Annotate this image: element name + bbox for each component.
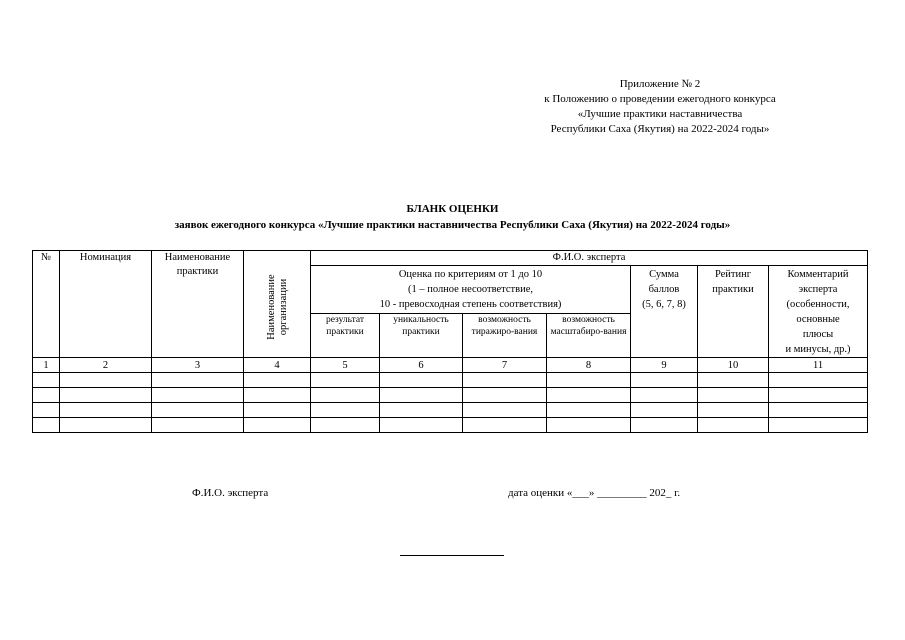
table-cell[interactable] bbox=[152, 388, 244, 403]
column-numbers-row bbox=[33, 358, 868, 373]
table-cell[interactable] bbox=[547, 403, 631, 418]
table-cell[interactable] bbox=[33, 403, 60, 418]
form-title-subtitle: заявок ежегодного конкурса «Лучшие практики наставничества Республики Саха (Якутия) на 2022-2024 годы» bbox=[174, 219, 731, 231]
header-practice-name: Наименование практики bbox=[152, 251, 244, 358]
column-number: 3 bbox=[152, 358, 244, 373]
table-cell[interactable] bbox=[152, 418, 244, 433]
header-number: № bbox=[33, 251, 60, 358]
table-cell[interactable] bbox=[152, 373, 244, 388]
table-cell[interactable] bbox=[33, 418, 60, 433]
criterion-result: результат практики bbox=[311, 313, 380, 357]
table-row bbox=[33, 403, 868, 418]
column-number: 5 bbox=[311, 358, 380, 373]
table-cell[interactable] bbox=[311, 418, 380, 433]
header-comment: Комментарий эксперта (особенности, основные плюсы и минусы, др.) bbox=[769, 266, 868, 358]
table-cell[interactable] bbox=[380, 403, 463, 418]
column-number: 11 bbox=[769, 358, 868, 373]
table-row bbox=[33, 418, 868, 433]
appendix-contest-period: Республики Саха (Якутия) на 2022-2024 годы» bbox=[550, 123, 770, 135]
table-cell[interactable] bbox=[152, 403, 244, 418]
table-cell[interactable] bbox=[547, 418, 631, 433]
evaluation-date-label: дата оценки «___» _________ 202_ г. bbox=[508, 487, 681, 499]
table-cell[interactable] bbox=[380, 373, 463, 388]
column-number: 1 bbox=[33, 358, 60, 373]
table-cell[interactable] bbox=[244, 388, 311, 403]
header-expert-name: Ф.И.О. эксперта bbox=[311, 251, 868, 266]
table-cell[interactable] bbox=[60, 388, 152, 403]
form-title-main: БЛАНК ОЦЕНКИ bbox=[406, 203, 499, 215]
table-cell[interactable] bbox=[60, 403, 152, 418]
appendix-number: Приложение № 2 bbox=[619, 78, 701, 90]
table-cell[interactable] bbox=[631, 403, 698, 418]
table-cell[interactable] bbox=[244, 418, 311, 433]
signature-line bbox=[400, 555, 504, 556]
table-cell[interactable] bbox=[769, 403, 868, 418]
table-cell[interactable] bbox=[631, 388, 698, 403]
column-number: 9 bbox=[631, 358, 698, 373]
table-cell[interactable] bbox=[769, 388, 868, 403]
header-rating: Рейтинг практики bbox=[698, 266, 769, 358]
table-cell[interactable] bbox=[33, 373, 60, 388]
table-cell[interactable] bbox=[311, 373, 380, 388]
table-cell[interactable] bbox=[311, 388, 380, 403]
table-cell[interactable] bbox=[463, 418, 547, 433]
column-number: 7 bbox=[463, 358, 547, 373]
table-cell[interactable] bbox=[60, 373, 152, 388]
criterion-replicability: возможность тиражиро-вания bbox=[463, 313, 547, 357]
table-row bbox=[33, 373, 868, 388]
appendix-block bbox=[490, 77, 830, 137]
table-cell[interactable] bbox=[547, 373, 631, 388]
header-nomination: Номинация bbox=[60, 251, 152, 358]
table-cell[interactable] bbox=[463, 388, 547, 403]
appendix-reference: к Положению о проведении ежегодного конкурса bbox=[544, 93, 776, 105]
table-cell[interactable] bbox=[698, 418, 769, 433]
table-cell[interactable] bbox=[463, 403, 547, 418]
evaluation-table bbox=[32, 250, 868, 433]
column-number: 6 bbox=[380, 358, 463, 373]
table-cell[interactable] bbox=[60, 418, 152, 433]
table-cell[interactable] bbox=[311, 403, 380, 418]
expert-name-label: Ф.И.О. эксперта bbox=[192, 487, 269, 499]
header-organization-label: Наименование организации bbox=[266, 274, 289, 340]
table-cell[interactable] bbox=[244, 373, 311, 388]
table-cell[interactable] bbox=[547, 388, 631, 403]
header-score-sum: Сумма баллов (5, 6, 7, 8) bbox=[631, 266, 698, 358]
table-cell[interactable] bbox=[769, 418, 868, 433]
column-number: 8 bbox=[547, 358, 631, 373]
table-cell[interactable] bbox=[380, 388, 463, 403]
appendix-contest-name: «Лучшие практики наставничества bbox=[577, 108, 743, 120]
form-title bbox=[0, 201, 905, 233]
table-cell[interactable] bbox=[33, 388, 60, 403]
table-cell[interactable] bbox=[631, 418, 698, 433]
table-cell[interactable] bbox=[698, 373, 769, 388]
table-cell[interactable] bbox=[698, 388, 769, 403]
table-cell[interactable] bbox=[769, 373, 868, 388]
table-row bbox=[33, 388, 868, 403]
table-cell[interactable] bbox=[463, 373, 547, 388]
header-organization bbox=[244, 251, 311, 358]
table-cell[interactable] bbox=[244, 403, 311, 418]
column-number: 2 bbox=[60, 358, 152, 373]
criterion-uniqueness: уникальность практики bbox=[380, 313, 463, 357]
column-number: 4 bbox=[244, 358, 311, 373]
criterion-scalability: возможность масштабиро-вания bbox=[547, 313, 631, 357]
column-number: 10 bbox=[698, 358, 769, 373]
table-cell[interactable] bbox=[698, 403, 769, 418]
table-cell[interactable] bbox=[631, 373, 698, 388]
header-criteria: Оценка по критериям от 1 до 10 (1 – полное несоответствие, 10 - превосходная степень соответствия) bbox=[311, 266, 631, 314]
table-cell[interactable] bbox=[380, 418, 463, 433]
